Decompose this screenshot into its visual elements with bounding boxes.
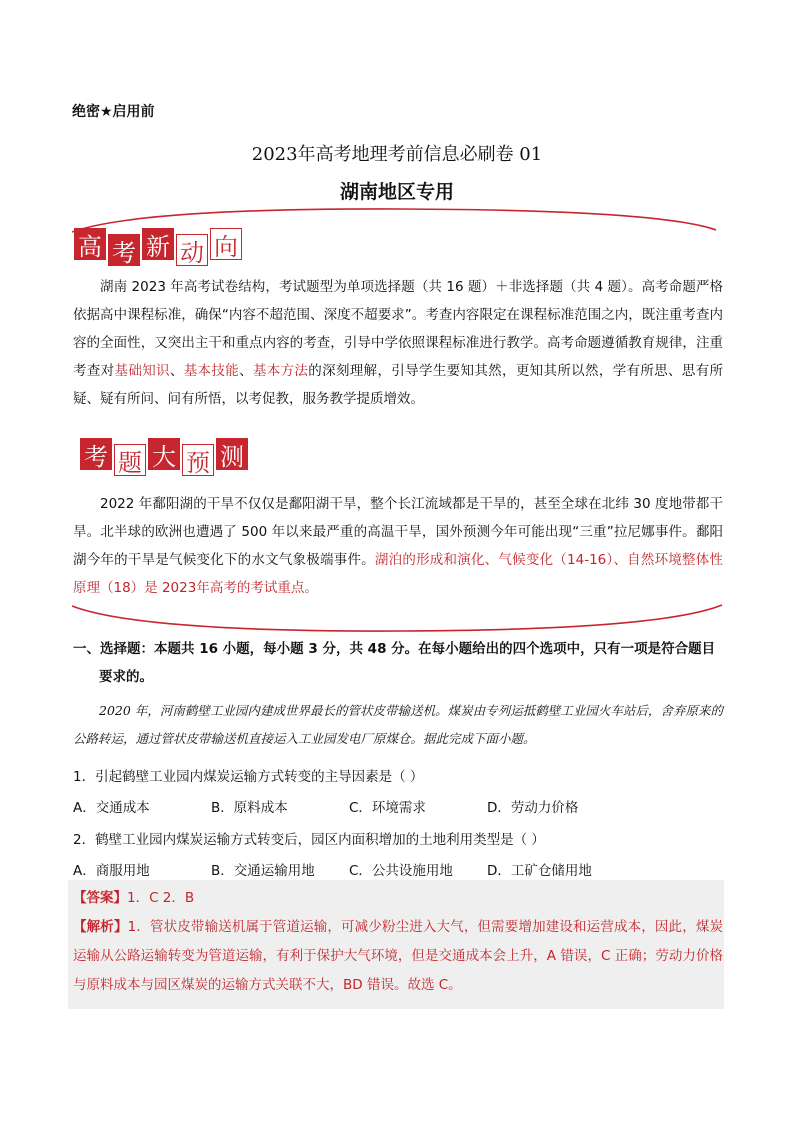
question-section-intro: 一、选择题：本题共 16 小题，每小题 3 分，共 48 分。在每小题给出的四个选项中，只有一项是符合题目 要求的。 [73, 641, 716, 685]
option: A．商服用地 [73, 863, 150, 879]
question-2-options [73, 859, 723, 879]
exam-prediction-paragraph: 2022 年鄱阳湖的干旱不仅仅是鄱阳湖干旱，整个长江流域都是干旱的，甚至全球在北纬 30 度地带都干旱。北半球的欧洲也遭遇了 500 年以来最严重的高温干旱，国外预测今年可能出现“三重”拉尼娜事件。鄱阳湖今年的干旱是气候变化下的水文气象极端事件。湖泊的形成和演化、气候变化（14-16）、自然环境整体性原理（18）是 2023年高考的考试重点。 [73, 496, 724, 596]
banner-char: 考 [80, 438, 112, 470]
highlight: 基本技能 [183, 363, 240, 379]
banner-char: 高 [74, 228, 106, 260]
option: D．工矿仓储用地 [487, 863, 592, 879]
banner-char: 新 [142, 228, 174, 260]
option: D．劳动力价格 [487, 800, 579, 816]
option: B．原料成本 [211, 800, 288, 816]
option: B．交通运输用地 [211, 863, 315, 879]
banner-char: 测 [216, 438, 248, 470]
option: C．公共设施用地 [349, 863, 453, 879]
question-2: 2．鹤壁工业园内煤炭运输方式转变后，园区内面积增加的土地利用类型是（ ） [73, 832, 545, 848]
option: C．环境需求 [349, 800, 426, 816]
confidential-mark: 绝密★启用前 [72, 104, 155, 120]
page-title: 2023年高考地理考前信息必刷卷 01 [251, 144, 543, 165]
banner-char: 大 [148, 438, 180, 470]
question-1: 1．引起鹤壁工业园内煤炭运输方式转变的主导因素是（ ） [73, 769, 424, 785]
banner-char: 考 [108, 234, 140, 266]
banner-exam-prediction [80, 438, 248, 476]
highlight: 基本方法 [252, 363, 309, 379]
highlight: 湖泊的形成和演化、气候变化（14-16）、自然环境整体性原理（18）是 2023年高考的考试重点。 [73, 552, 724, 596]
banner-char: 向 [210, 228, 242, 260]
option: A．交通成本 [73, 800, 150, 816]
banner-char: 动 [176, 234, 208, 266]
banner-char: 题 [114, 444, 146, 476]
banner-exam-trends [74, 228, 242, 266]
exam-trends-paragraph: 湖南 2023 年高考试卷结构，考试题型为单项选择题（共 16 题）＋非选择题（共 4 题）。高考命题严格依据高中课程标准，确保“内容不超范围、深度不超要求”。考查内容限定在课程标准范围之内，既注重考查内容的全面性，又突出主干和重点内容的考查，引导中学依照课程标准进行教学。高考命题遵循教育规律，注重考查对基础知识、基本技能、基本方法的深刻理解，引导学生要知其然，更知其所以然，学有所思、思有所疑、疑有所问、问有所悟，以考促教，服务教学提质增效。 [73, 279, 724, 407]
question-1-options [73, 796, 723, 816]
analysis-text: 【解析】1．管状皮带输送机属于管道运输，可减少粉尘进入大气，但需要增加建设和运营成本，因此，煤炭运输从公路运输转变为管道运输，有利于保护大气环境，但是交通成本会上升，A 错误，C 正确；劳动力价格与原料成本与园区煤炭的运输方式关联不大，BD 错误。故选 C。 [73, 919, 724, 993]
banner-char: 预 [182, 444, 214, 476]
question-material: 2020 年，河南鹤壁工业园内建成世界最长的管状皮带输送机。煤炭由专列运抵鹤壁工业园火车站后，舍弃原来的公路转运，通过管状皮带输送机直接运入工业园发电厂原煤仓。据此完成下面小题。 [73, 703, 723, 746]
page-subtitle: 湖南地区专用 [339, 181, 454, 203]
highlight: 基础知识 [114, 363, 170, 379]
answer-line: 【答案】1．C 2．B [73, 890, 195, 906]
